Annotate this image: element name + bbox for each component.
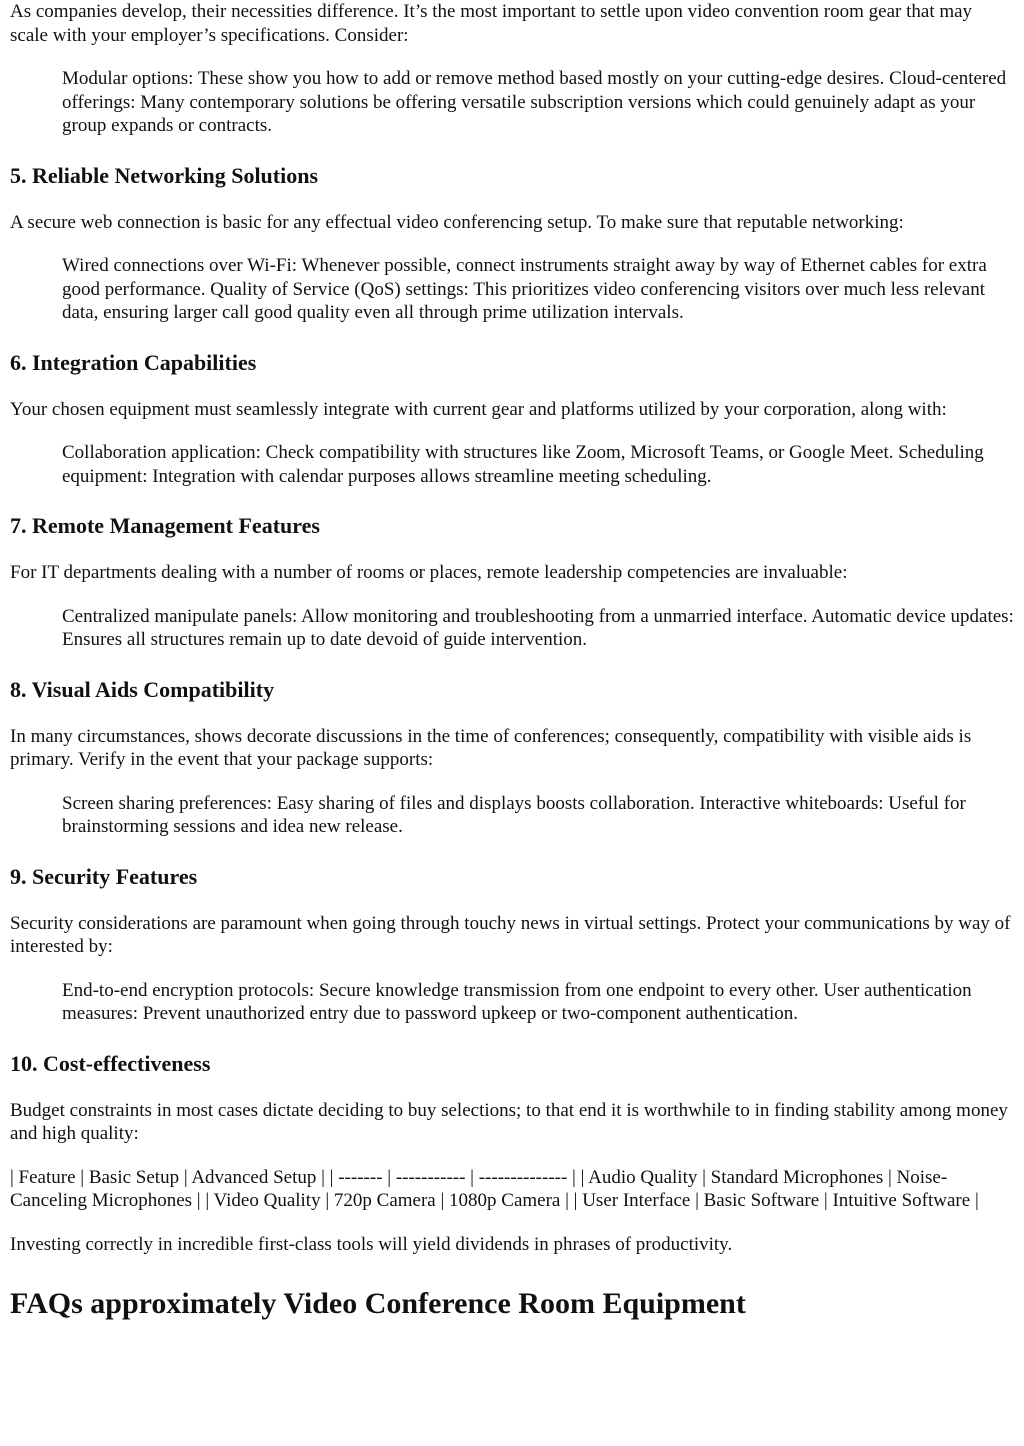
section-paragraph-networking: A secure web connection is basic for any effectual video conferencing setup. To make sure that reputable networking: <box>10 211 904 233</box>
section-blockquote-visual-aids: Screen sharing preferences: Easy sharing of files and displays boosts collaboration. Interactive whiteboards: Useful for brainstorming sessions and idea new release. <box>62 792 966 837</box>
section-paragraph-remote-management: For IT departments dealing with a number of rooms or places, remote leadership competencies are invaluable: <box>10 562 848 583</box>
intro-paragraph: As companies develop, their necessities difference. It’s the most important to settle upon video convention room gear that may scale with your employer’s specifications. Consider: <box>10 1 973 46</box>
faq-heading: FAQs approximately Video Conference Room Equipment <box>10 1287 746 1320</box>
section-heading-cost: 10. Cost-effectiveness <box>10 1050 211 1076</box>
section-paragraph-visual-aids: In many circumstances, shows decorate discussions in the time of conferences; consequently, compatibility with visible aids is primary. Verify in the event that your package supports: <box>10 725 972 770</box>
section-heading-integration: 6. Integration Capabilities <box>10 349 257 375</box>
section-paragraph-integration: Your chosen equipment must seamlessly integrate with current gear and platforms utilized by your corporation, along with: <box>10 398 947 420</box>
section-blockquote-integration: Collaboration application: Check compatibility with structures like Zoom, Microsoft Teams, or Google Meet. Scheduling equipment: Integration with calendar purposes allows streamline meeting scheduling. <box>62 442 984 487</box>
closing-paragraph: Investing correctly in incredible first-class tools will yield dividends in phrases of productivity. <box>10 1233 733 1255</box>
section-heading-remote-management: 7. Remote Management Features <box>10 513 320 538</box>
section-blockquote-networking: Wired connections over Wi-Fi: Whenever possible, connect instruments straight away by way of Ethernet cables for extra good performance. Quality of Service (QoS) settings: This prioritizes video conferencing visitors over much less relevant data, ensuring larger call good quality even all through prime utilization intervals. <box>62 255 987 323</box>
section-blockquote-security: End-to-end encryption protocols: Secure knowledge transmission from one endpoint to every other. User authentication measures: Prevent unauthorized entry due to password upkeep or two-component authentication. <box>62 979 972 1024</box>
intro-blockquote: Modular options: These show you how to add or remove method based mostly on your cutting-edge desires. Cloud-centered offerings: Many contemporary solutions be offering versatile subscription versions which could genuinely adapt as your group expands or contracts. <box>62 68 1007 136</box>
section-heading-visual-aids: 8. Visual Aids Compatibility <box>10 676 275 702</box>
feature-table-text: | Feature | Basic Setup | Advanced Setup | | ------- | ----------- | -------------- | | Audio Quality | Standard Microphones | Noise-Canceling Microphones | | Video Quality | 720p Camera | 1080p Camera | | User Interface | Basic Software | Intuitive Software | <box>10 1166 979 1211</box>
section-heading-security: 9. Security Features <box>10 863 198 889</box>
section-heading-networking: 5. Reliable Networking Solutions <box>10 162 319 188</box>
section-paragraph-cost: Budget constraints in most cases dictate deciding to buy selections; to that end it is worthwhile to in finding stability among money and high quality: <box>10 1099 1008 1144</box>
section-paragraph-security: Security considerations are paramount when going through touchy news in virtual settings. Protect your communications by way of interested by: <box>10 912 1011 957</box>
section-blockquote-remote-management: Centralized manipulate panels: Allow monitoring and troubleshooting from a unmarried interface. Automatic device updates: Ensures all structures remain up to date devoid of guide intervention. <box>62 605 1014 650</box>
